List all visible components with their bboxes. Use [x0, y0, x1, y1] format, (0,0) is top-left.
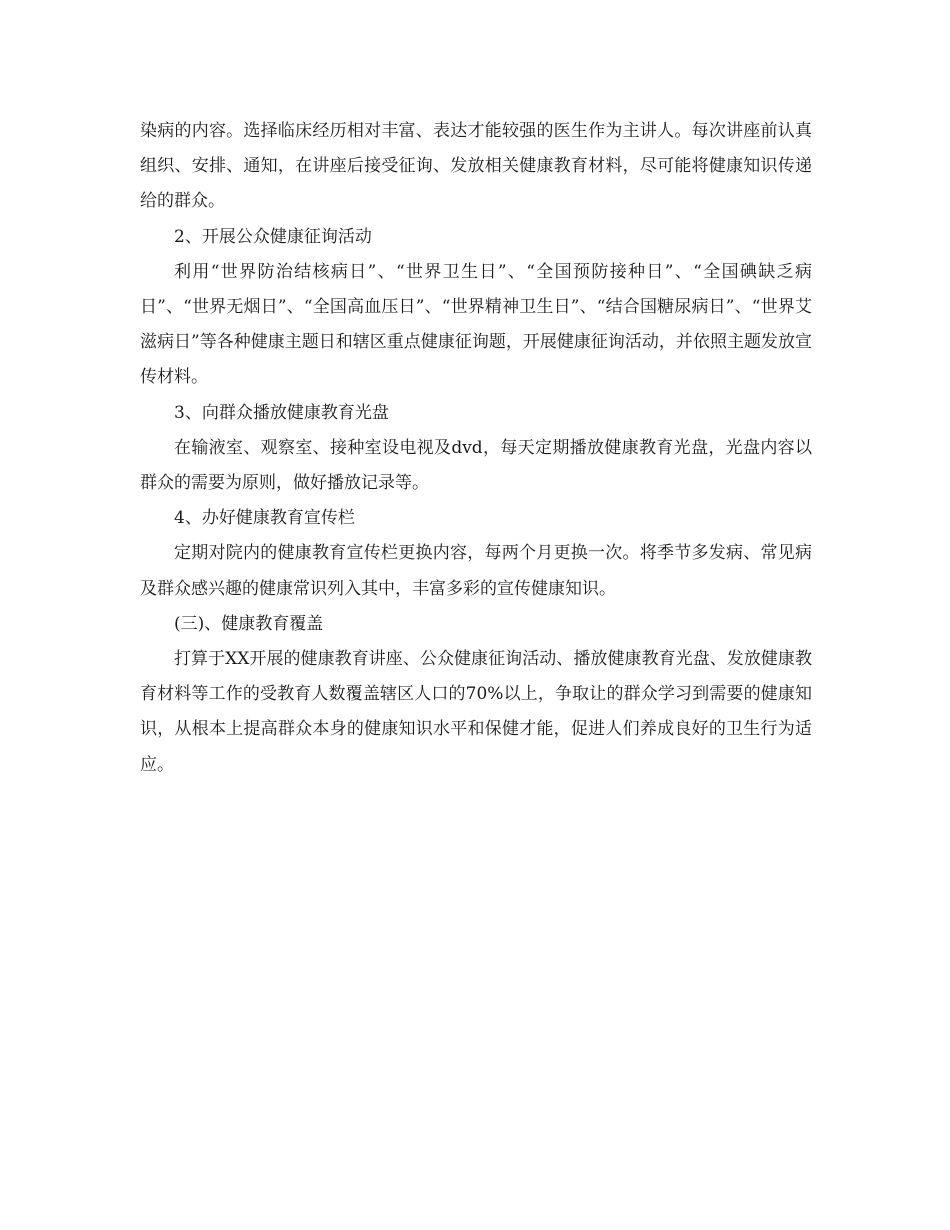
- section-heading-4: 4、办好健康教育宣传栏: [174, 508, 355, 529]
- paragraph-coverage: 打算于XX开展的健康教育讲座、公众健康征询活动、播放健康教育光盘、发放健康教育材料等工作的受教育人数覆盖辖区人口的70%以上，争取让的群众学习到需要的健康知识，从根本上提高群众本身的健康知识水平和保健才能，促进人们养成良好的卫生行为适应。: [140, 649, 812, 775]
- paragraph-bulletin-board: 定期对院内的健康教育宣传栏更换内容，每两个月更换一次。将季节多发病、常见病及群众感兴趣的健康常识列入其中，丰富多彩的宣传健康知识。: [140, 543, 812, 599]
- paragraph-disc-playback: 在输液室、观察室、接种室设电视及dvd，每天定期播放健康教育光盘，光盘内容以群众的需要为原则，做好播放记录等。: [140, 437, 812, 494]
- paragraph-consultation-activities: 利用“世界防治结核病日”、“世界卫生日”、“全国预防接种日”、“全国碘缺乏病日”、“世界无烟日”、“全国高血压日”、“世界精神卫生日”、“结合国糖尿病日”、“世界艾滋病日”等各种健康主题日和辖区重点健康征询题，开展健康征询活动，并依照主题发放宣传材料。: [140, 261, 812, 388]
- section-heading-3: 3、向群众播放健康教育光盘: [174, 402, 389, 423]
- paragraph-continued: 染病的内容。选择临床经历相对丰富、表达才能较强的医生作为主讲人。每次讲座前认真组织、安排、通知，在讲座后接受征询、发放相关健康教育材料，尽可能将健康知识传递给的群众。: [140, 121, 812, 212]
- section-heading-coverage: (三)、健康教育覆盖: [174, 613, 324, 634]
- document-body: [140, 114, 812, 783]
- section-heading-2: 2、开展公众健康征询活动: [174, 226, 372, 247]
